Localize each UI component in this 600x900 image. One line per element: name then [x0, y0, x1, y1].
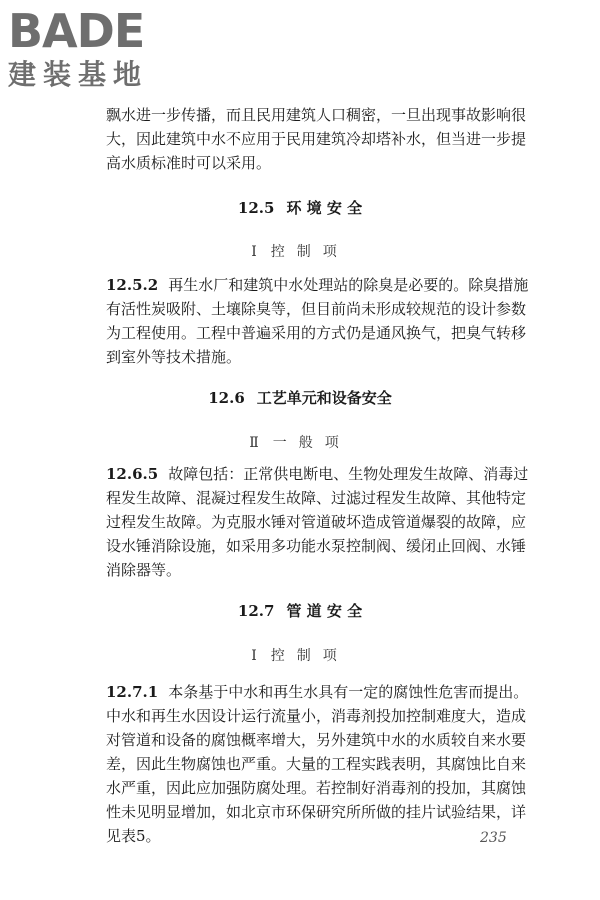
section-heading-12-7 — [0, 600, 600, 621]
subsection-numeral: Ⅰ — [251, 648, 257, 664]
logo-subtitle: 建装基地 — [8, 58, 149, 91]
intro-paragraph: 飘水进一步传播，而且民用建筑人口稠密，一旦出现事故影响很大，因此建筑中水不应用于民用建筑冷却塔补水，但当进一步提高水质标准时可以采用。 — [106, 106, 527, 172]
subsection-numeral: Ⅰ — [251, 244, 257, 260]
section-title: 工艺单元和设备安全 — [256, 389, 392, 407]
subsection-heading-control — [0, 241, 600, 261]
clause-12-6-5 — [106, 462, 530, 582]
logo-brand-text: BADE — [8, 4, 145, 58]
section-title: 管 道 安 全 — [286, 602, 363, 620]
subsection-heading-general — [0, 432, 600, 452]
clause-text: 再生水厂和建筑中水处理站的除臭是必要的。除臭措施有活性炭吸附、土壤除臭等，但目前尚未形成较规范的设计参数为工程使用。工程中普遍采用的方式仍是通风换气，把臭气转移到室外等技术措施。 — [106, 276, 529, 366]
section-title: 环 境 安 全 — [286, 199, 363, 217]
clause-number: 12.6.5 — [106, 465, 159, 483]
section-heading-12-6 — [0, 387, 600, 408]
subsection-label: 一般项 — [272, 435, 351, 451]
clause-text: 本条基于中水和再生水具有一定的腐蚀性危害而提出。中水和再生水因设计运行流量小，消毒剂投加控制难度大，造成对管道和设备的腐蚀概率增大，另外建筑中水的水质较自来水要差，因此生物腐蚀也严重。大量的工程实践表明，其腐蚀比自来水严重，因此应加强防腐处理。若控制好消毒剂的投加，其腐蚀性未见明显增加，如北京市环保研究所所做的挂片试验结果，详见表5。 — [106, 683, 529, 845]
subsection-label: 控制项 — [270, 244, 349, 260]
clause-12-7-1 — [106, 680, 530, 848]
section-number: 12.6 — [208, 389, 245, 407]
clause-number: 12.7.1 — [106, 683, 159, 701]
section-heading-12-5 — [0, 197, 600, 218]
section-number: 12.5 — [237, 199, 275, 217]
clause-number: 12.5.2 — [106, 276, 159, 294]
subsection-heading-control — [0, 645, 600, 665]
clause-text: 故障包括：正常供电断电、生物处理发生故障、消毒过程发生故障、混凝过程发生故障、过滤过程发生故障、其他特定过程发生故障。为克服水锤对管道破坏造成管道爆裂的故障，应设水锤消除设施，如采用多功能水泵控制阀、缓闭止回阀、水锤消除器等。 — [106, 465, 529, 579]
subsection-numeral: Ⅱ — [249, 435, 259, 451]
publisher-logo — [8, 6, 148, 92]
page-number: 235 — [480, 830, 507, 846]
section-number: 12.7 — [237, 602, 275, 620]
clause-12-5-2 — [106, 273, 530, 369]
subsection-label: 控制项 — [270, 648, 349, 664]
